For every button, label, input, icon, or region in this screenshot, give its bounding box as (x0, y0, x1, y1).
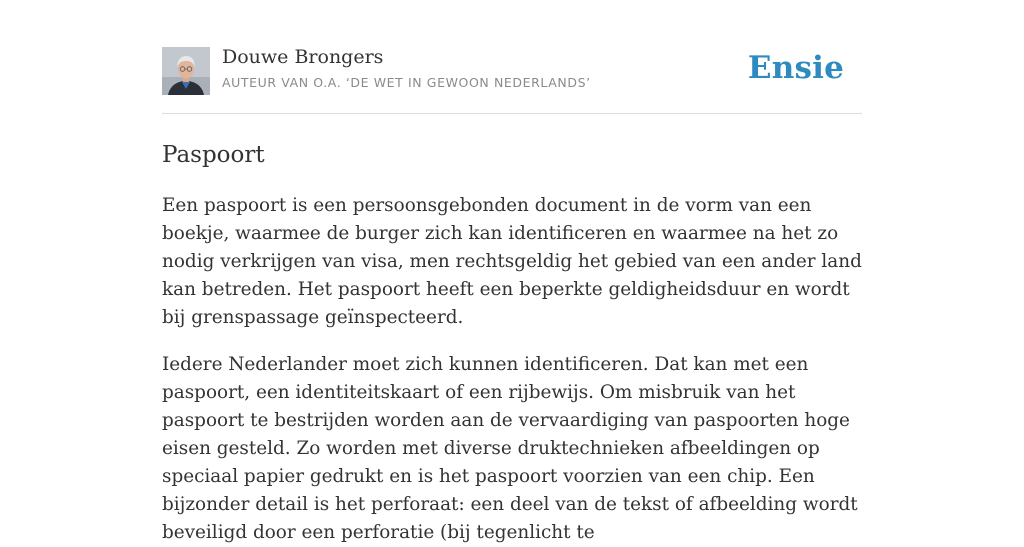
author-header (162, 0, 862, 114)
article-container (162, 0, 862, 547)
article-paragraph-1: Een paspoort is een persoonsgebonden document in de vorm van een boekje, waarmee de burger zich kan identificeren en waarmee na het zo nodig verkrijgen van visa, men rechtsgeldig het gebied van een ander land kan betreden. Het paspoort heeft een beperkte geldigheidsduur en wordt bij grenspassage geïnspecteerd. (162, 195, 862, 328)
author-name[interactable]: Douwe Brongers (222, 46, 384, 68)
author-description: AUTEUR VAN O.A. ‘DE WET IN GEWOON NEDERLANDS’ (222, 75, 591, 90)
article-paragraph-2: Iedere Nederlander moet zich kunnen identificeren. Dat kan met een paspoort, een identiteitskaart of een rijbewijs. Om misbruik van het paspoort te bestrijden worden aan de vervaardiging van paspoorten hoge eisen gesteld. Zo worden met diverse druktechnieken afbeeldingen op speciaal papier gedrukt en is het paspoort voorzien van een chip. Een bijzonder detail is het perforaat: een deel van de tekst of afbeelding wordt beveiligd door een perforatie (bij tegenlicht te (162, 354, 858, 543)
author-avatar[interactable] (162, 47, 210, 95)
ensie-logo[interactable]: Ensie (747, 50, 844, 86)
author-photo (162, 47, 210, 95)
article-title: Paspoort (162, 142, 265, 168)
